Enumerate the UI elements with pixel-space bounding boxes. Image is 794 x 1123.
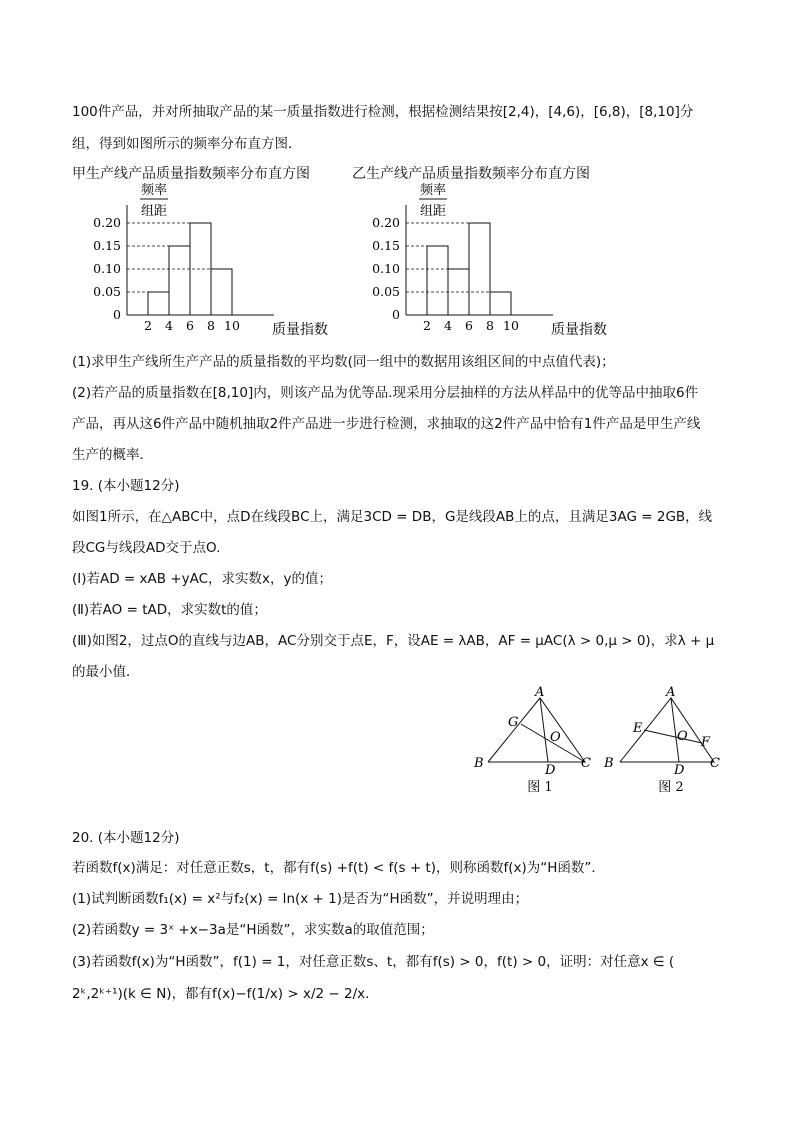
svg-text:E: E: [633, 721, 643, 736]
svg-text:G: G: [508, 715, 519, 730]
figure-2-caption: 图 2: [658, 780, 684, 795]
histogram-a-xlabel: 质量指数: [272, 322, 328, 338]
histogram-a-xtick-4: 4: [165, 318, 173, 333]
histogram-a: [80, 180, 340, 340]
histogram-b-title: 乙生产线产品质量指数频率分布直方图: [352, 166, 590, 182]
histogram-a-ytick-0.10: 0.10: [93, 261, 121, 276]
svg-text:O: O: [677, 729, 688, 744]
svg-text:C: C: [581, 756, 591, 771]
histogram-b-ylabel: [419, 182, 447, 219]
svg-text:F: F: [701, 735, 711, 750]
svg-text:A: A: [666, 685, 676, 700]
svg-text:B: B: [474, 756, 484, 771]
histogram-a-xtick-2: 2: [144, 318, 152, 333]
q19-header: 19. (本小题12分): [72, 478, 180, 494]
histogram-b-bar-2: [469, 223, 490, 315]
intro-line-1: 100件产品，并对所抽取产品的某一质量指数进行检测，根据检测结果按[2,4)，[4,6)，[6,8)，[8,10]分: [72, 104, 694, 120]
histogram-b-ytick-0.15: 0.15: [372, 238, 400, 253]
svg-text:C: C: [710, 756, 720, 771]
q19-part3: (Ⅲ)如图2，过点O的直线与边AB，AC分别交于点E，F，设AE = λAB，AF = μAC(λ > 0,μ > 0)，求λ + μ: [72, 633, 715, 649]
figure-1-triangle: [468, 684, 598, 800]
histogram-b-ytick-0.10: 0.10: [372, 261, 400, 276]
histogram-b-bar-0: [427, 246, 448, 315]
histogram-a-bar-0: [148, 292, 169, 315]
svg-text:O: O: [550, 730, 561, 745]
q20-part3: (3)若函数f(x)为“H函数”，f(1) = 1，对任意正数s、t，都有f(s) > 0，f(t) > 0，证明：对任意x ∈ (: [72, 954, 675, 970]
histogram-b-ylabel-bottom: 组距: [419, 204, 447, 219]
histogram-a-ytick-0.05: 0.05: [93, 284, 121, 299]
intro-line-2: 组，得到如图所示的频率分布直方图．: [72, 136, 302, 152]
histogram-b-xtick-4: 4: [444, 318, 452, 333]
histogram-a-ytick-0.20: 0.20: [93, 215, 121, 230]
q19-part3-line2: 的最小值．: [72, 664, 140, 680]
q20-part3-line2: 2ᵏ,2ᵏ⁺¹)(k ∈ N)，都有f(x)−f(1/x) > x/2 − 2/x.: [72, 986, 370, 1002]
histogram-a-title: 甲生产线产品质量指数频率分布直方图: [72, 166, 310, 182]
histogram-b-xtick-6: 6: [465, 318, 473, 333]
q18-part2-line1: (2)若产品的质量指数在[8,10]内，则该产品为优等品.现采用分层抽样的方法从样品中的优等品中抽取6件: [72, 385, 699, 401]
histogram-b: [359, 180, 619, 340]
histogram-b-ytick-0.05: 0.05: [372, 284, 400, 299]
histogram-a-ylabel-bottom: 组距: [140, 204, 168, 219]
histogram-b-xtick-2: 2: [423, 318, 431, 333]
q19-statement-line1: 如图1所示，在△ABC中，点D在线段BC上，满足3CD = DB，G是线段AB上的点，且满足3AG = 2GB，线: [72, 509, 713, 525]
histogram-a-bar-1: [169, 246, 190, 315]
q19-part2: (Ⅱ)若AO = tAD，求实数t的值；: [72, 602, 267, 618]
q20-definition: 若函数f(x)满足：对任意正数s，t，都有f(s) +f(t) < f(s + t)，则称函数f(x)为“H函数”．: [72, 860, 605, 876]
histogram-b-ytick-0.20: 0.20: [372, 215, 400, 230]
q18-part2-line3: 生产的概率．: [72, 447, 153, 463]
histogram-b-ytick-0: 0: [392, 307, 400, 322]
histogram-a-xtick-10: 10: [224, 318, 240, 333]
histogram-a-xtick-8: 8: [207, 318, 215, 333]
q20-part1: (1)试判断函数f₁(x) = x²与f₂(x) = ln(x + 1)是否为“H函数”，并说明理由；: [72, 891, 529, 907]
histogram-a-ylabel-top: 频率: [140, 183, 168, 198]
q19-part1: (Ⅰ)若AD = xAB +yAC，求实数x，y的值；: [72, 571, 333, 587]
histogram-a-ytick-0: 0: [113, 307, 121, 322]
figure-2-triangle: [600, 684, 730, 800]
svg-text:B: B: [604, 756, 614, 771]
q20-header: 20. (本小题12分): [72, 830, 180, 846]
histogram-b-xlabel: 质量指数: [551, 322, 607, 338]
histogram-b-xtick-8: 8: [486, 318, 494, 333]
svg-text:D: D: [545, 763, 556, 778]
histogram-a-ylabel: [140, 182, 168, 219]
histogram-a-bar-3: [211, 269, 232, 315]
histogram-b-ylabel-top: 频率: [419, 183, 447, 198]
histogram-b-bar-3: [490, 292, 511, 315]
q18-part2-line2: 产品，再从这6件产品中随机抽取2件产品进一步进行检测，求抽取的这2件产品中恰有1件产品是甲生产线: [72, 416, 701, 432]
svg-text:D: D: [674, 763, 685, 778]
q20-part2: (2)若函数y = 3ˣ +x−3a是“H函数”，求实数a的取值范围；: [72, 922, 434, 938]
figure-1-caption: 图 1: [527, 780, 553, 795]
q19-statement-line2: 段CG与线段AD交于点O.: [72, 540, 221, 556]
histogram-a-xtick-6: 6: [186, 318, 194, 333]
histogram-b-xtick-10: 10: [503, 318, 519, 333]
histogram-a-ytick-0.15: 0.15: [93, 238, 121, 253]
svg-text:A: A: [535, 685, 545, 700]
q18-part1: (1)求甲生产线所生产产品的质量指数的平均数(同一组中的数据用该组区间的中点值代表)；: [72, 354, 615, 370]
